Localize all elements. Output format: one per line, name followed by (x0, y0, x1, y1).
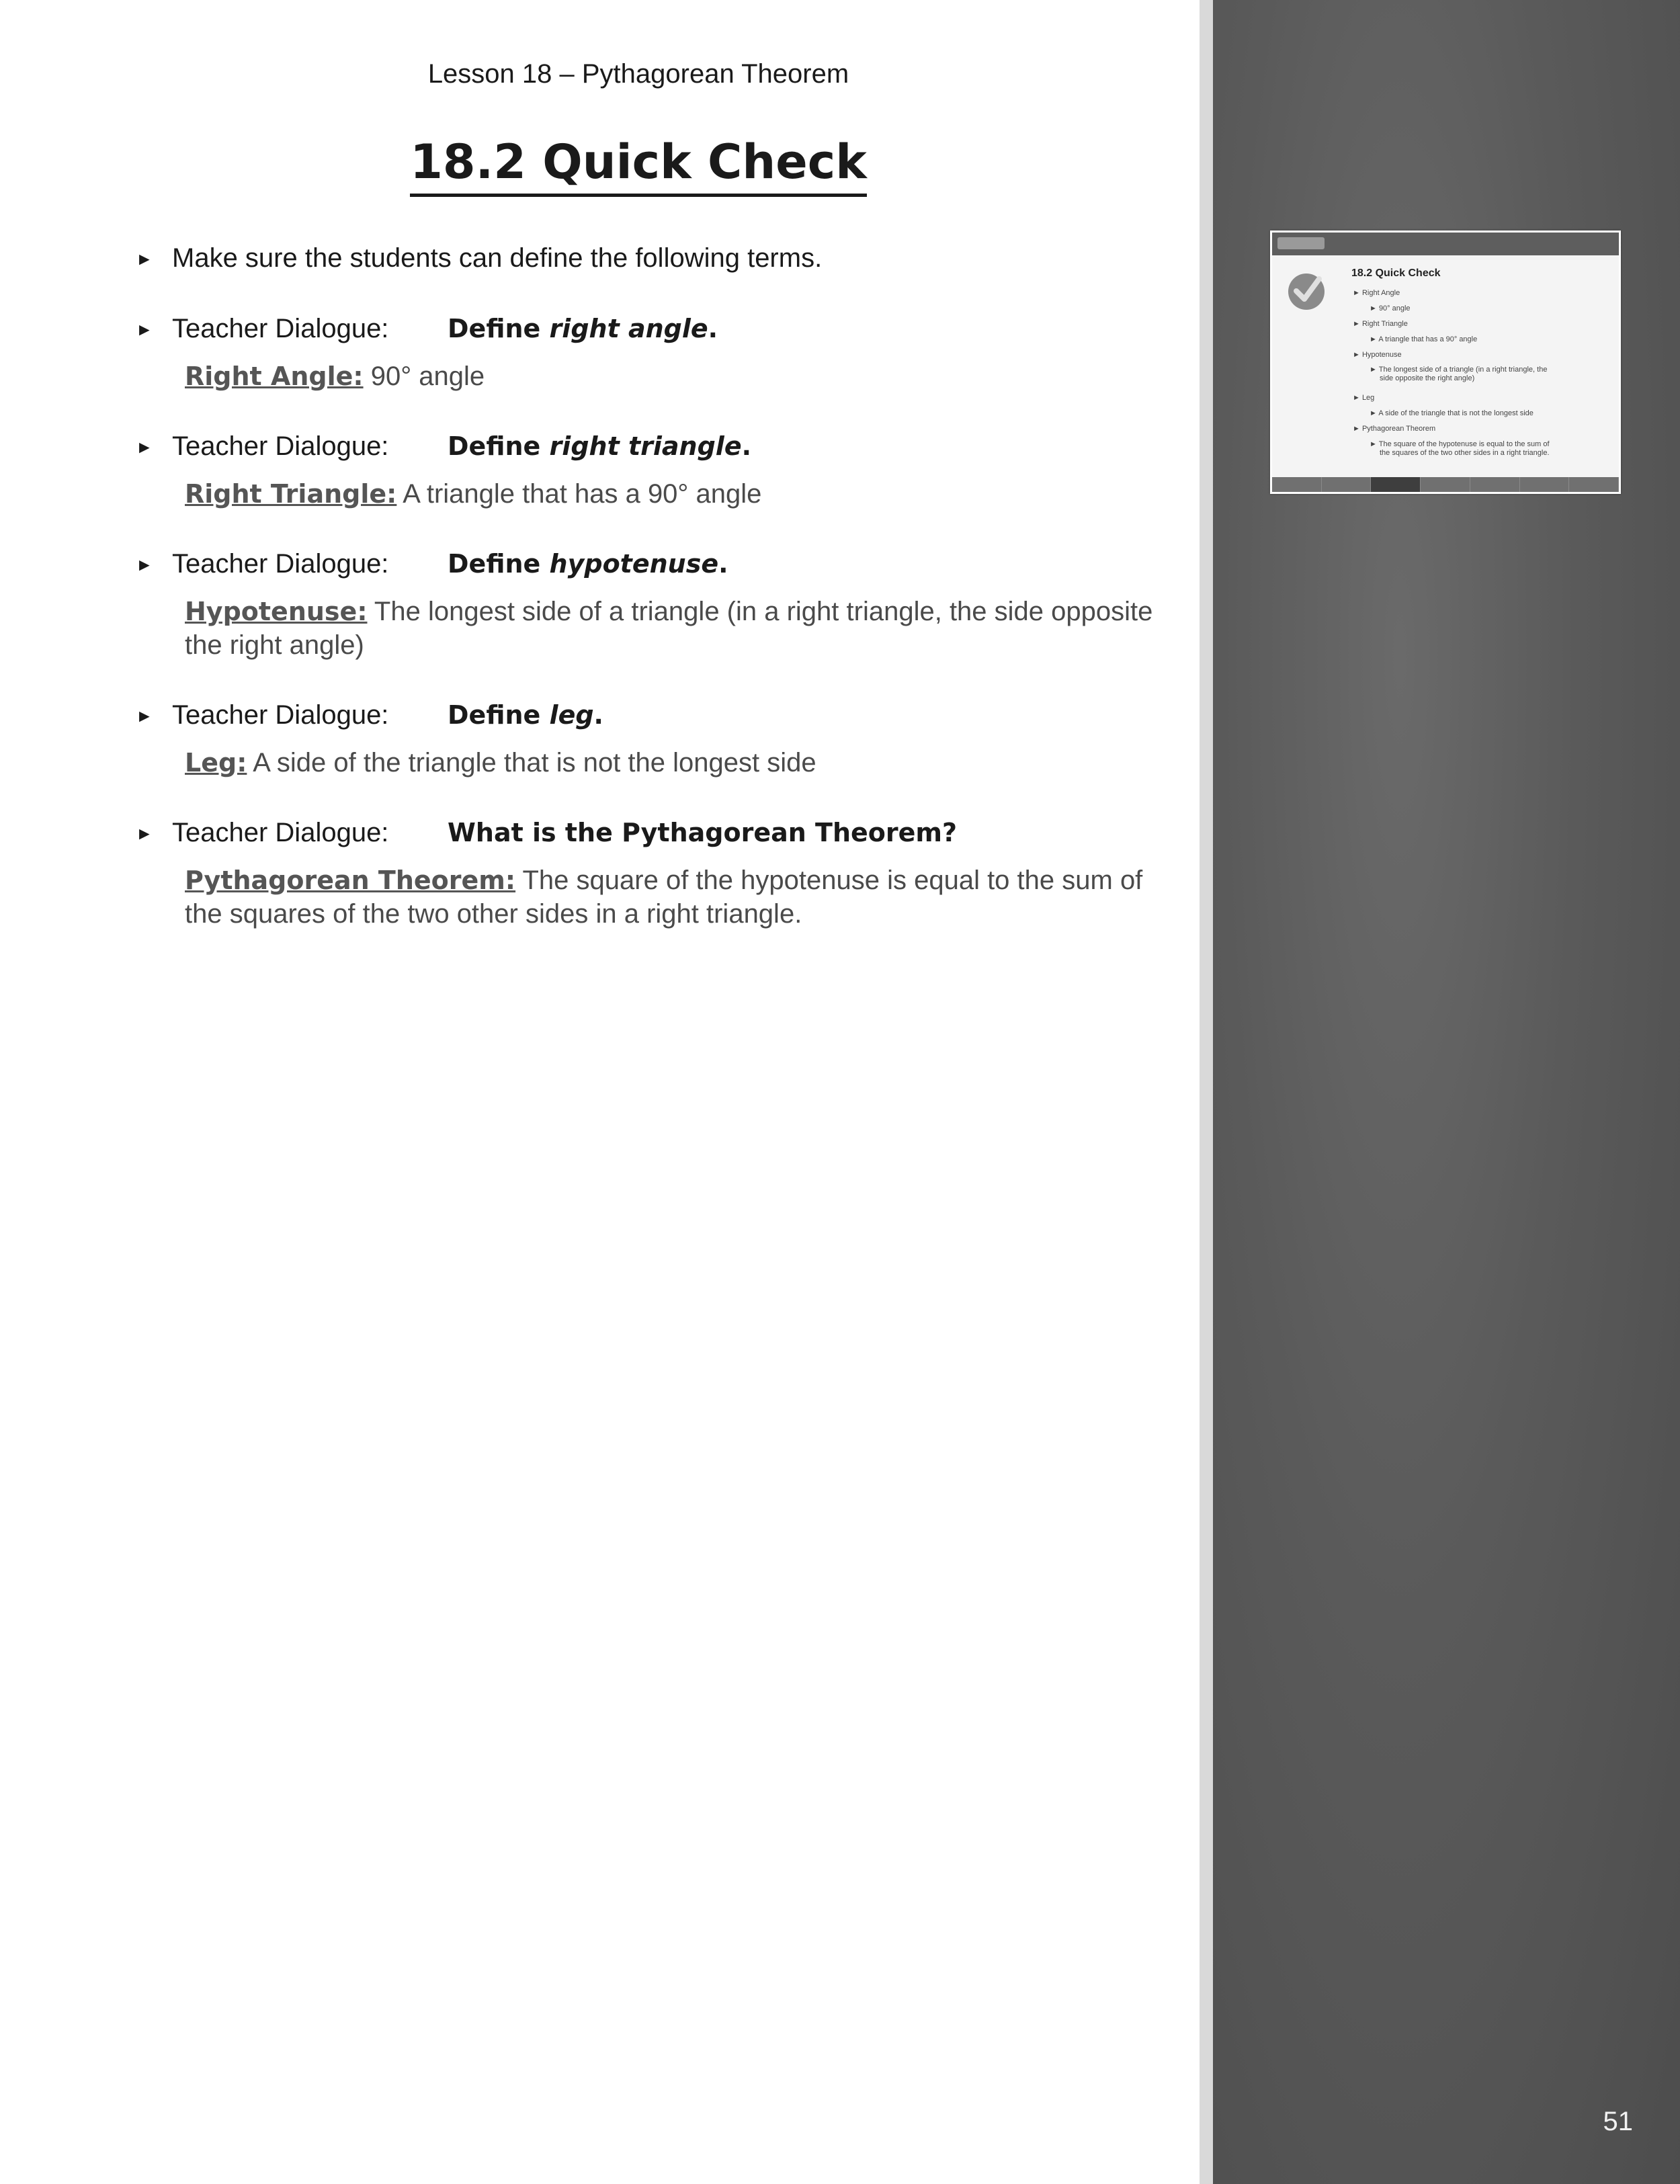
question-text: Define (448, 431, 550, 461)
slide-line: side opposite the right angle) (1380, 374, 1475, 382)
dialogue-label: Teacher Dialogue: (172, 314, 389, 343)
answer (185, 864, 1159, 931)
checkmark-icon (1286, 269, 1327, 311)
answer-text: The longest side of a triangle (in a right triangle, the side opposite the right angle) (185, 597, 1153, 660)
question-term: right angle (549, 314, 708, 343)
bullet-icon: ► (136, 249, 153, 269)
question-punct: . (593, 700, 603, 730)
question-punct: . (718, 549, 728, 579)
bullet-icon: ► (136, 823, 153, 843)
answer (185, 595, 1159, 662)
question-text: Define (448, 314, 550, 343)
bullet-icon: ► (136, 437, 153, 457)
dialogue-question (448, 549, 728, 579)
bullet-icon: ► (136, 706, 153, 726)
dialogue-label: Teacher Dialogue: (172, 700, 389, 730)
slide-line: the squares of the two other sides in a right triangle. (1380, 449, 1550, 457)
dialogue-question (448, 314, 718, 343)
dialogue-prompt (172, 549, 728, 579)
bullet-icon: ► (136, 319, 153, 339)
answer (185, 746, 1159, 780)
slide-thumbnail (1270, 230, 1621, 494)
dialogue-prompt (172, 431, 751, 462)
question-text: What is the Pythagorean Theorem? (448, 818, 958, 847)
slide-nav-segment (1569, 477, 1619, 492)
dialogue-prompt (172, 818, 957, 848)
slide-nav-segment (1520, 477, 1570, 492)
slide-line: ► Leg (1353, 394, 1375, 402)
slide-nav-segment (1421, 477, 1470, 492)
answer-text: The square of the hypotenuse is equal to the sum of the squares of the two other sides in a right triangle. (185, 866, 1143, 929)
slide-line: ► Hypotenuse (1353, 351, 1402, 359)
answer-text: A side of the triangle that is not the longest side (247, 748, 816, 778)
answer-term: Leg: (185, 748, 247, 778)
answer-text: A triangle that has a 90° angle (396, 479, 762, 509)
slide-nav-segment (1322, 477, 1372, 492)
page-title-text: 18.2 Quick Check (410, 134, 867, 197)
page-number: 51 (1603, 2107, 1633, 2136)
slide-header-bar (1272, 233, 1619, 255)
lesson-header: Lesson 18 – Pythagorean Theorem (427, 59, 849, 89)
intro-text: Make sure the students can define the following terms. (172, 243, 823, 273)
answer (185, 477, 1159, 511)
dialogue-question (448, 700, 603, 730)
question-punct: . (741, 431, 752, 461)
answer-term: Pythagorean Theorem: (185, 866, 516, 895)
answer-term: Hypotenuse: (185, 597, 368, 626)
bullet-icon: ► (136, 554, 153, 575)
dialogue-label: Teacher Dialogue: (172, 431, 389, 461)
page-title (0, 134, 1277, 197)
slide-nav-segment (1470, 477, 1520, 492)
slide-line: ► 90° angle (1370, 304, 1411, 312)
slide-line: ► Right Angle (1353, 289, 1400, 297)
question-term: hypotenuse (549, 549, 719, 579)
panel-divider (1200, 0, 1213, 2184)
answer-text: 90° angle (363, 362, 485, 391)
slide-line: ► The square of the hypotenuse is equal to the sum of (1370, 440, 1550, 448)
dialogue-prompt (172, 700, 603, 730)
question-term: right triangle (549, 431, 742, 461)
slide-nav-segment (1371, 477, 1421, 492)
slide-line: ► Right Triangle (1353, 320, 1408, 328)
question-text: Define (448, 700, 550, 730)
dialogue-question (448, 431, 751, 461)
slide-line: ► A triangle that has a 90° angle (1370, 335, 1478, 343)
dialogue-label: Teacher Dialogue: (172, 818, 389, 847)
slide-nav-segment (1272, 477, 1322, 492)
answer-term: Right Triangle: (185, 479, 397, 509)
question-text: Define (448, 549, 550, 579)
slide-nav-bar (1272, 477, 1619, 492)
answer-term: Right Angle: (185, 362, 364, 391)
dialogue-question (448, 818, 957, 847)
question-punct: . (708, 314, 718, 343)
dialogue-prompt (172, 314, 718, 344)
answer (185, 360, 1159, 393)
slide-line: ► A side of the triangle that is not the longest side (1370, 409, 1534, 417)
question-term: leg (549, 700, 594, 730)
slide-title: 18.2 Quick Check (1351, 267, 1441, 279)
slide-line: ► Pythagorean Theorem (1353, 425, 1436, 433)
dialogue-label: Teacher Dialogue: (172, 549, 389, 579)
slide-logo (1277, 237, 1325, 249)
slide-line: ► The longest side of a triangle (in a right triangle, the (1370, 366, 1548, 374)
